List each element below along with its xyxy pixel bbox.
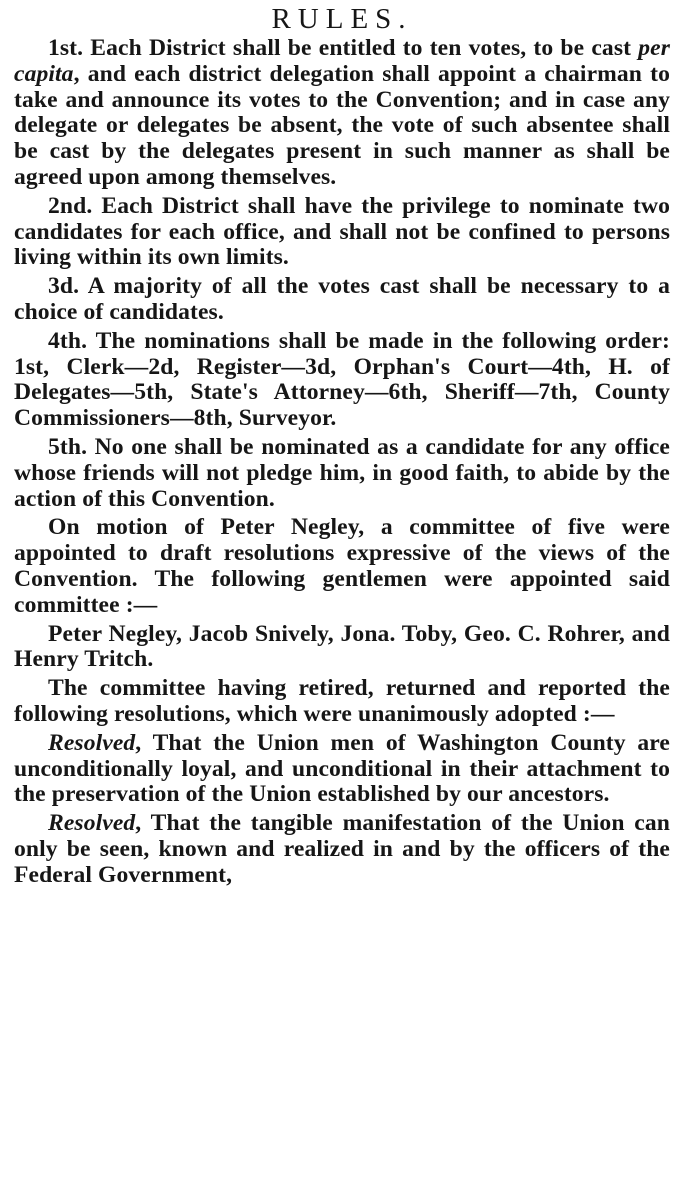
rule-1-text-end: , and each district delegation shall appoint a chairman to take and announce its votes to the Convention; and in case any delegate or delegates be absent, the vote of such absentee shall be cast by the delegates present in such manner as shall be agreed upon among themselves. (14, 60, 670, 190)
rules-heading: RULES. (271, 3, 413, 35)
resolution-2 (14, 811, 670, 888)
text-column (14, 36, 670, 889)
rule-3: 3d. A majority of all the votes cast shall be necessary to a choice of candidates. (14, 273, 670, 325)
resolution-1-text: , That the Union men of Washington County are unconditionally loyal, and unconditional in their attachment to the preservation of the Union established by our ancestors. (14, 729, 670, 808)
resolution-2-text: , That the tangible manifestation of the Union can only be seen, known and realized in and by the officers of the Federal Government, (14, 810, 670, 888)
motion-paragraph: On motion of Peter Negley, a committee of five were appointed to draft resolutions expressive of the views of the Convention. The following gentlemen were appointed said committee :— (14, 514, 670, 618)
resolution-2-label: Resolved (48, 810, 136, 837)
resolution-1-label: Resolved (48, 729, 136, 756)
rule-2: 2nd. Each District shall have the privilege to nominate two candidates for each office, and shall not be confined to persons living within its own limits. (14, 192, 670, 271)
rule-5: 5th. No one shall be nominated as a candidate for any office whose friends will not pledge him, in good faith, to abide by the action of this Convention. (14, 433, 670, 512)
newspaper-clipping (14, 0, 670, 892)
rule-1-italic-phrase: per capita (14, 35, 670, 87)
rule-4: 4th. The nominations shall be made in the following order: 1st, Clerk—2d, Register—3d, Orphan's Court—4th, H. of Delegates—5th, State's Attorney—6th, Sheriff—7th, County Commissioners—8th, Surveyor. (14, 327, 670, 432)
resolution-1 (14, 731, 670, 808)
rule-1 (14, 36, 670, 191)
committee-report: The committee having retired, returned and reported the following resolutions, which were unanimously adopted :— (14, 675, 670, 727)
committee-members: Peter Negley, Jacob Snively, Jona. Toby, Geo. C. Rohrer, and Henry Tritch. (14, 620, 670, 673)
rule-1-text-start: 1st. Each District shall be entitled to ten votes, to be cast (48, 35, 639, 61)
